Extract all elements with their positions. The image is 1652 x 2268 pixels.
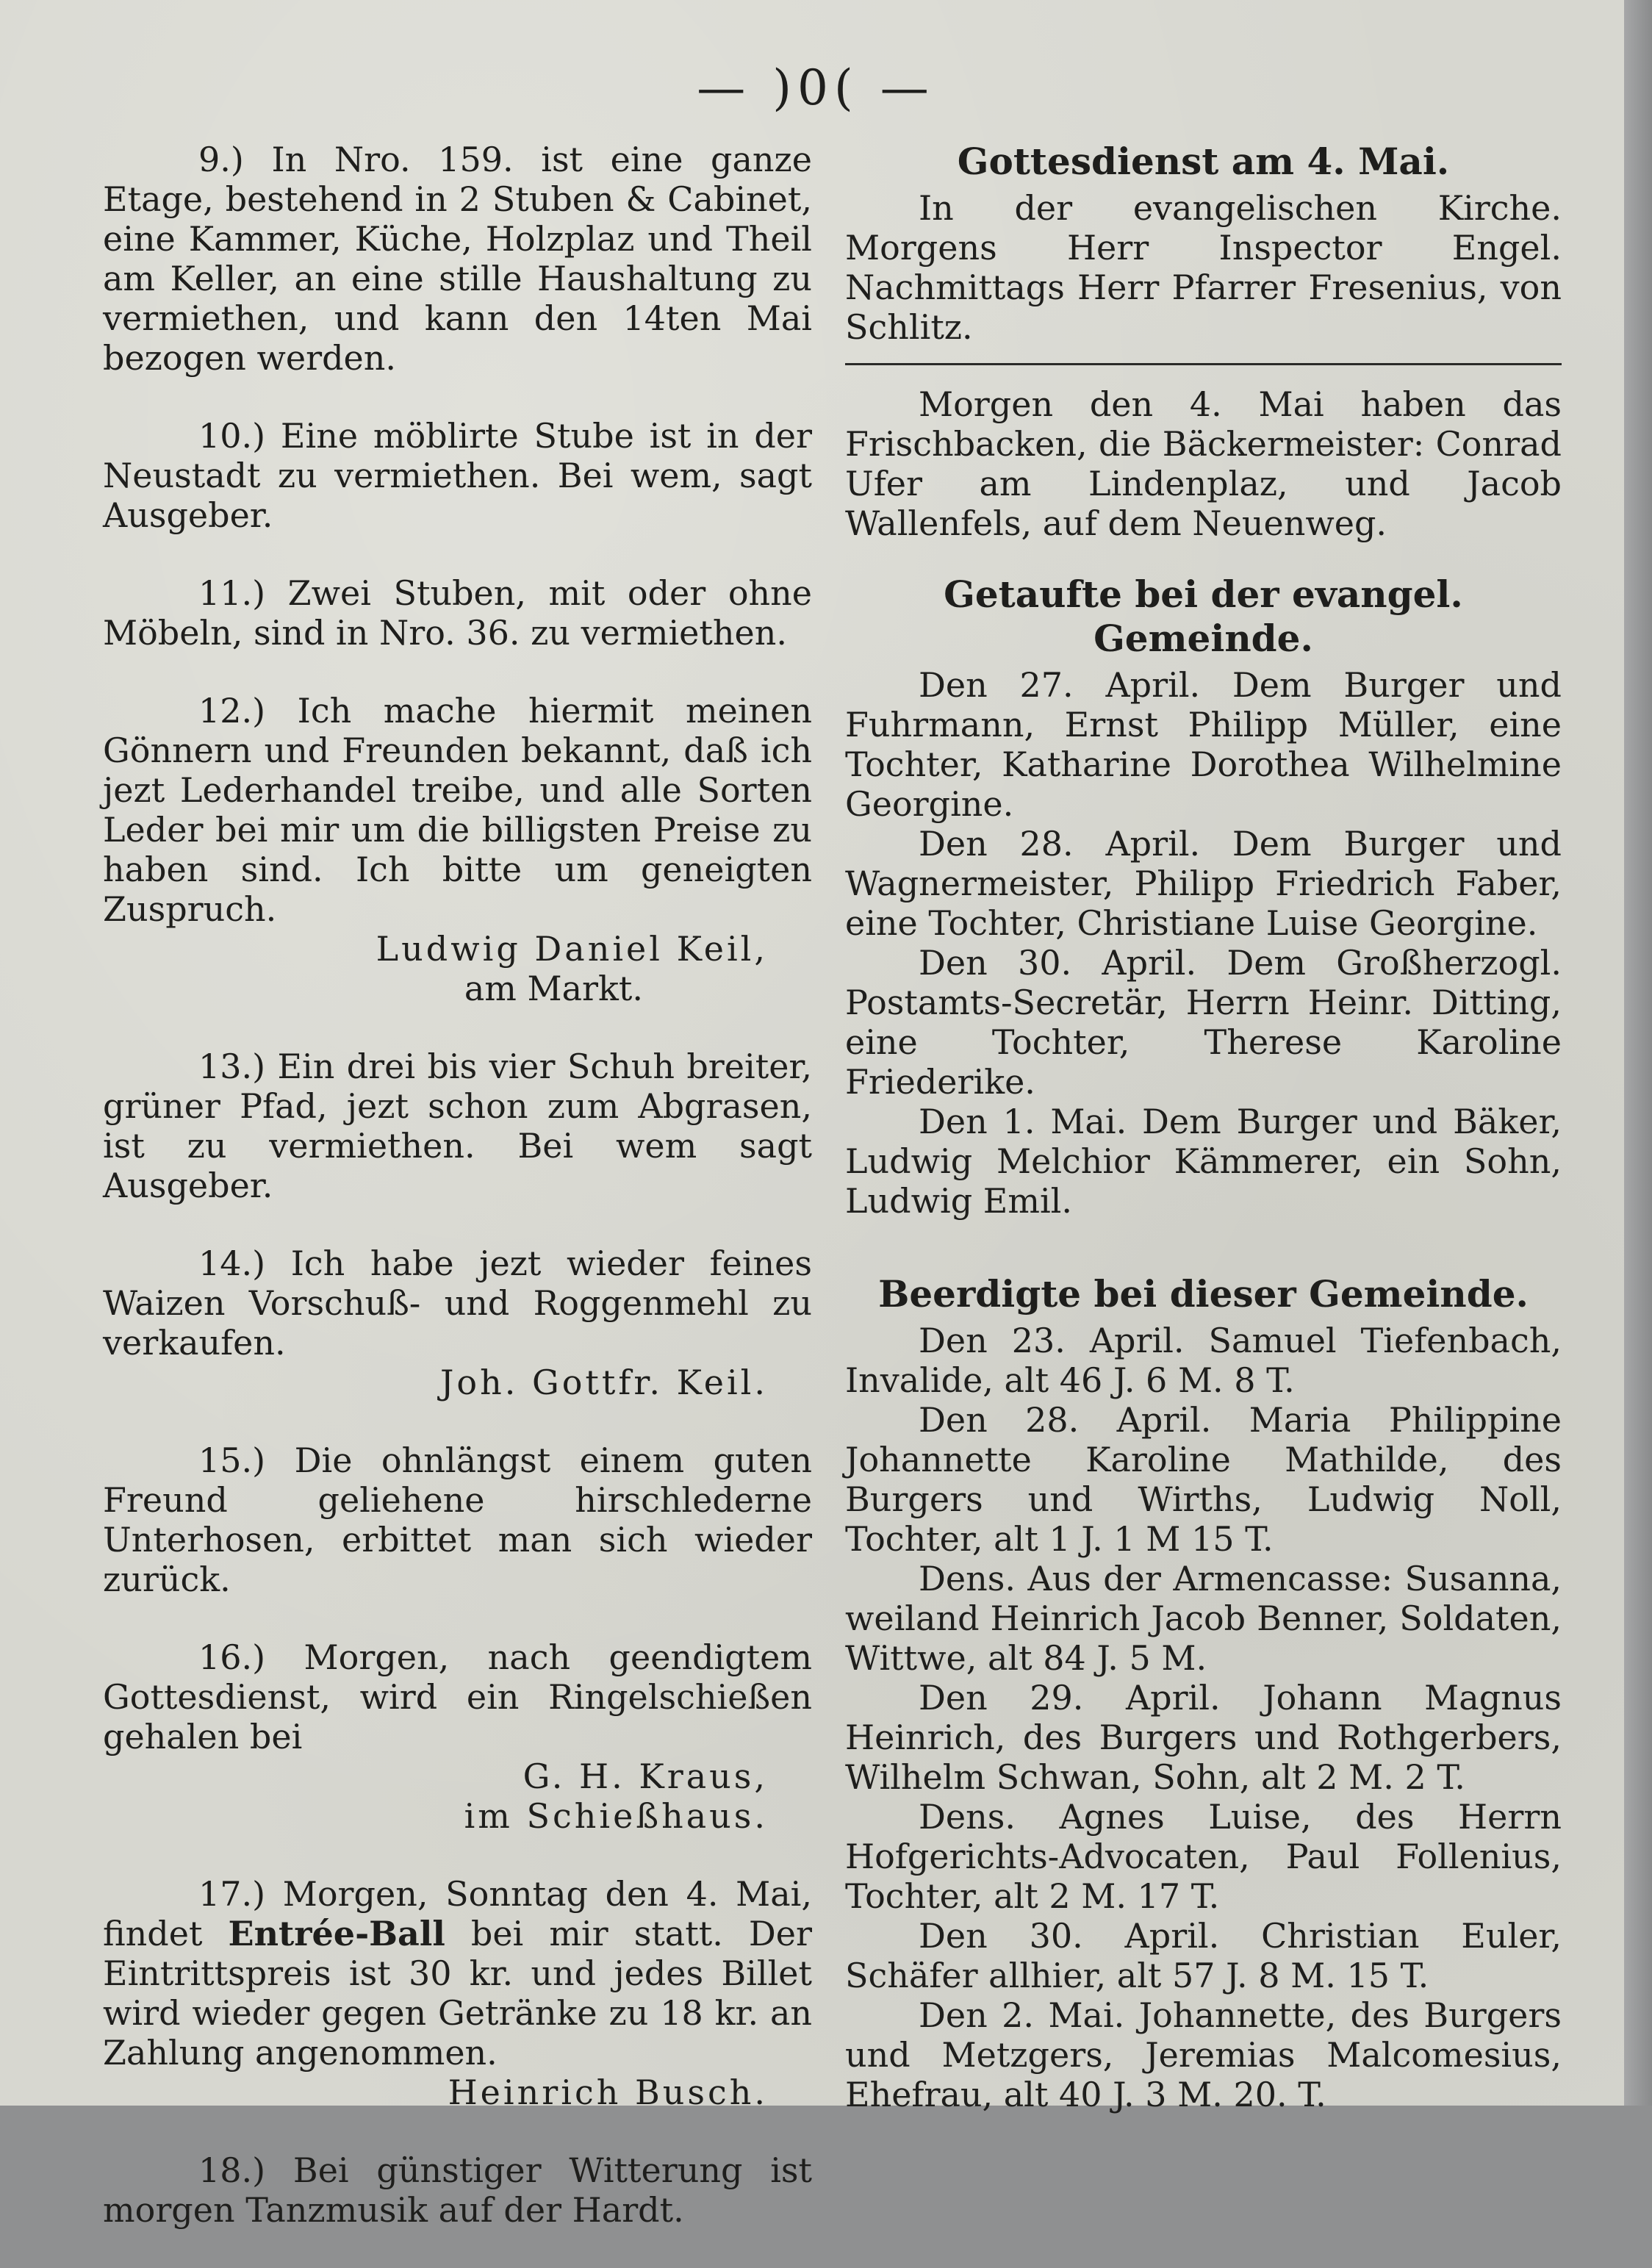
right-column	[845, 140, 1562, 2144]
notice-text-part: 17.) Morgen, Sonntag den 4. Mai, findet	[103, 1874, 812, 1953]
bakers-block	[845, 384, 1562, 543]
baptism-entry: Den 28. April. Dem Burger und Wagnermeister, Philipp Friedrich Faber, eine Tochter, Christiane Luise Georgine.	[845, 824, 1562, 943]
service-heading: Gottesdienst am 4. Mai.	[957, 140, 1450, 183]
notice-signature: Joh. Gottfr. Keil.	[439, 1363, 768, 1402]
scan-background-edge	[1624, 0, 1652, 2106]
baptism-entry: Den 30. April. Dem Großherzogl. Postamts-Secretär, Herrn Heinr. Ditting, eine Tochter, Therese Karoline Friederike.	[845, 943, 1562, 1102]
burial-entry: Den 30. April. Christian Euler, Schäfer allhier, alt 57 J. 8 M. 15 T.	[845, 1916, 1562, 1995]
notice-17	[103, 1874, 812, 2112]
service-text: In der evangelischen Kirche. Morgens Herr Inspector Engel. Nachmittags Herr Pfarrer Fresenius, von Schlitz.	[845, 188, 1562, 347]
burial-entry: Den 23. April. Samuel Tiefenbach, Invalide, alt 46 J. 6 M. 8 T.	[845, 1321, 1562, 1400]
notice-signature-address: am Markt.	[464, 969, 643, 1008]
baptism-entry: Den 1. Mai. Dem Burger und Bäker, Ludwig Melchior Kämmerer, ein Sohn, Ludwig Emil.	[845, 1102, 1562, 1221]
burial-entry: Den 2. Mai. Johannette, des Burgers und Metzgers, Jeremias Malcomesius, Ehefrau, alt 40 J. 3 M. 20. T.	[845, 1995, 1562, 2114]
notice-signature: G. H. Kraus,	[522, 1756, 768, 1796]
notice-13	[103, 1047, 812, 1205]
section-divider	[845, 363, 1562, 365]
service-block	[845, 188, 1562, 347]
notice-signature-address: im Schießhaus.	[464, 1796, 768, 1836]
buried-list	[845, 1321, 1562, 2114]
baptized-list	[845, 665, 1562, 1221]
notice-text: 10.) Eine möblirte Stube ist in der Neustadt zu vermiethen. Bei wem, sagt Ausgeber.	[103, 416, 812, 535]
buried-heading: Beerdigte bei dieser Gemeinde.	[878, 1272, 1529, 1316]
notice-15	[103, 1440, 812, 1599]
notice-text: 18.) Bei günstiger Witterung ist morgen Tanzmusik auf der Hardt.	[103, 2150, 812, 2230]
notice-11	[103, 573, 812, 653]
entree-ball-label: Entrée-Ball	[228, 1914, 445, 1953]
notice-text	[103, 1874, 812, 2073]
burial-entry: Dens. Aus der Armencasse: Susanna, weiland Heinrich Jacob Benner, Soldaten, Wittwe, alt 84 J. 5 M.	[845, 1559, 1562, 1678]
notice-signature: Heinrich Busch.	[448, 2073, 768, 2112]
notice-signature: Ludwig Daniel Keil,	[376, 929, 768, 969]
notice-18	[103, 2150, 812, 2230]
notice-14	[103, 1244, 812, 1402]
baptized-heading: Getaufte bei der evangel. Gemeinde.	[944, 573, 1463, 660]
notice-text: 14.) Ich habe jezt wieder feines Waizen Vorschuß- und Roggenmehl zu verkaufen.	[103, 1244, 812, 1363]
notice-9	[103, 140, 812, 378]
notice-text: 13.) Ein drei bis vier Schuh breiter, grüner Pfad, jezt schon zum Abgrasen, ist zu vermiethen. Bei wem sagt Ausgeber.	[103, 1047, 812, 1205]
baptism-entry: Den 27. April. Dem Burger und Fuhrmann, Ernst Philipp Müller, eine Tochter, Katharine Dorothea Wilhelmine Georgine.	[845, 665, 1562, 824]
bakers-text: Morgen den 4. Mai haben das Frischbacken, die Bäckermeister: Conrad Ufer am Lindenplaz, und Jacob Wallenfels, auf dem Neuenweg.	[845, 384, 1562, 543]
notice-text: 12.) Ich mache hiermit meinen Gönnern und Freunden bekannt, daß ich jezt Lederhandel treibe, und alle Sorten Leder bei mir um die billigsten Preise zu haben sind. Ich bitte um geneigten Zuspruch.	[103, 691, 812, 929]
notice-text: 16.) Morgen, nach geendigtem Gottesdienst, wird ein Ringelschießen gehalen bei	[103, 1637, 812, 1756]
burial-entry: Den 28. April. Maria Philippine Johannette Karoline Mathilde, des Burgers und Wirths, Ludwig Noll, Tochter, alt 1 J. 1 M 15 T.	[845, 1400, 1562, 1559]
notice-16	[103, 1637, 812, 1836]
burial-entry: Dens. Agnes Luise, des Herrn Hofgerichts-Advocaten, Paul Follenius, Tochter, alt 2 M. 17 T.	[845, 1797, 1562, 1916]
left-column	[103, 140, 812, 2268]
notice-10	[103, 416, 812, 535]
notice-12	[103, 691, 812, 1008]
notice-text: 15.) Die ohnlängst einem guten Freund geliehene hirschlederne Unterhosen, erbittet man sich wieder zurück.	[103, 1440, 812, 1599]
notice-text: 11.) Zwei Stuben, mit oder ohne Möbeln, sind in Nro. 36. zu vermiethen.	[103, 573, 812, 653]
burial-entry: Den 29. April. Johann Magnus Heinrich, des Burgers und Rothgerbers, Wilhelm Schwan, Sohn, alt 2 M. 2 T.	[845, 1678, 1562, 1797]
notice-text: 9.) In Nro. 159. ist eine ganze Etage, bestehend in 2 Stuben & Cabinet, eine Kammer, Küche, Holzplaz und Theil am Keller, an eine stille Haushaltung zu vermiethen, und kann den 14ten Mai bezogen werden.	[103, 140, 812, 378]
notice-text-part: bei mir statt. Der Eintrittspreis ist 30 kr. und jedes Billet wird wieder gegen Getränke zu 18 kr. an Zahlung angenommen.	[103, 1914, 812, 2073]
page-header: — )0( —	[697, 60, 935, 116]
